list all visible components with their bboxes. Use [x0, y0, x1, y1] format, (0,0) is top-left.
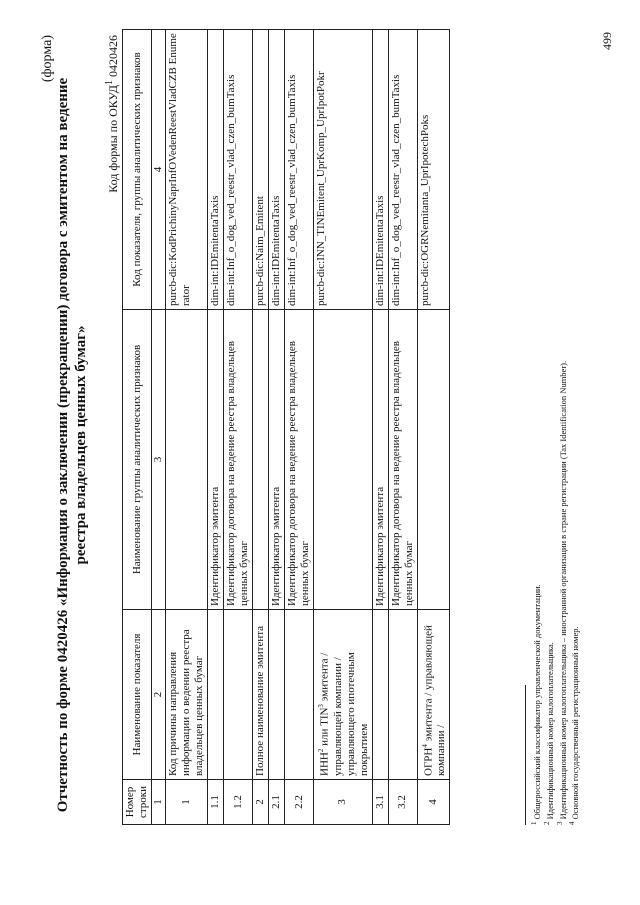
header-indicator-name: Наименование показателя [123, 610, 152, 780]
footnote [567, 361, 580, 825]
table-row [224, 30, 253, 825]
row-number: 3.2 [388, 780, 417, 825]
indicator-code: purcb-dic:OGRNemitanta_UprIpotechPoks [417, 30, 450, 310]
indicator-code: dim-int:IDEmitentaTaxis [208, 30, 224, 310]
indicator-code: dim-int:Inf_o_dog_ved_reestr_vlad_czen_bumTaxis [224, 30, 253, 310]
footnote-mark: 2 [542, 821, 551, 825]
footnote-divider [525, 685, 526, 825]
header-group-name: Наименование группы аналитических признаков [123, 310, 152, 610]
table-row [253, 30, 269, 825]
footnote-text: Идентификационный номер налогоплательщика – иностранной организации в стране регистрации (Tax Identification Number). [557, 360, 568, 822]
title-line-2: реестра владельцев ценных бумаг» [73, 325, 89, 565]
name-part: эмитента / управляющей компании / [422, 625, 448, 776]
indicator-name [208, 610, 224, 780]
footnote-mark: 1 [530, 821, 538, 825]
footnote-text: Общероссийский классификатор управленческой документации. [531, 584, 542, 822]
footnote-text: Основной государственный регистрационный номер. [570, 626, 581, 822]
row-number: 1 [166, 780, 208, 825]
row-number: 2.2 [285, 780, 314, 825]
table-row [269, 30, 285, 825]
col-number: 3 [152, 310, 166, 610]
col-number: 4 [152, 30, 166, 310]
table-row [372, 30, 388, 825]
indicator-name [314, 610, 373, 780]
indicator-name [417, 610, 450, 780]
group-name [417, 310, 450, 610]
table-row [208, 30, 224, 825]
okud-code: 0420426 [106, 35, 120, 77]
group-name: Идентификатор эмитента [269, 310, 285, 610]
group-name: Идентификатор договора на ведение реестра владельцев ценных бумаг [285, 310, 314, 610]
indicator-name [388, 610, 417, 780]
col-number: 1 [152, 780, 166, 825]
group-name [314, 310, 373, 610]
indicator-name [269, 610, 285, 780]
group-name: Идентификатор договора на ведение реестра владельцев ценных бумаг [388, 310, 417, 610]
footnote [529, 361, 542, 825]
row-number: 2 [253, 780, 269, 825]
name-part: ОГРН [422, 747, 435, 776]
row-number: 1.2 [224, 780, 253, 825]
col-number: 2 [152, 610, 166, 780]
form-label: (форма) [40, 35, 55, 83]
table-row [285, 30, 314, 825]
table-row [417, 30, 450, 825]
footnote-mark: 3 [555, 821, 564, 825]
indicators-table [122, 29, 450, 825]
name-part: ИНН [318, 752, 331, 776]
table-row [388, 30, 417, 825]
header-code: Код показателя, группы аналитических признаков [123, 30, 152, 310]
footnote-ref: 2 [317, 748, 325, 753]
group-name: Идентификатор договора на ведение реестра владельцев ценных бумаг [224, 310, 253, 610]
indicator-code: purcb-dic:KodPrichinyNaprInfOVedenReestVladCZB Enumerator [166, 30, 208, 310]
row-number: 2.1 [269, 780, 285, 825]
row-number: 3.1 [372, 780, 388, 825]
indicator-code: dim-int:IDEmitentaTaxis [372, 30, 388, 310]
indicator-code: purcb-dic:Naim_Emitent [253, 30, 269, 310]
title-line-1: Отчетность по форме 0420426 «Информация о заключении (прекращении) договора с эмитентом на ведение [55, 77, 71, 813]
row-number: 3 [314, 780, 373, 825]
footnote-ref: 4 [420, 744, 429, 748]
indicator-code: dim-int:IDEmitentaTaxis [269, 30, 285, 310]
page-number: 499 [600, 32, 614, 50]
footnote [555, 361, 568, 825]
indicator-code: dim-int:Inf_o_dog_ved_reestr_vlad_czen_bumTaxis [388, 30, 417, 310]
table-header-row [123, 30, 152, 825]
indicator-name: Полное наименование эмитента [253, 610, 269, 780]
header-row-number: Номер строки [123, 780, 152, 825]
group-name [253, 310, 269, 610]
table-row [314, 30, 373, 825]
indicator-name: Код причины направления информации о ведении реестра владельцев ценных бумаг [166, 610, 208, 780]
footnote-text: Идентификационный номер налогоплательщика. [544, 642, 555, 822]
footnote-mark: 4 [568, 821, 577, 825]
indicator-name [285, 610, 314, 780]
okud-code-line [104, 35, 121, 193]
column-numbers-row [152, 30, 166, 825]
okud-text: Код формы по ОКУД [106, 85, 120, 193]
name-part: или TIN [318, 707, 331, 749]
indicator-name [372, 610, 388, 780]
group-name: Идентификатор эмитента [372, 310, 388, 610]
footnotes [529, 361, 580, 825]
page-title [54, 65, 90, 825]
row-number: 1.1 [208, 780, 224, 825]
footnote [542, 361, 555, 825]
table-row [166, 30, 208, 825]
indicator-name [224, 610, 253, 780]
indicator-code: purcb-dic:INN_TINEmitent_UprKomp_UprIpotPokr [314, 30, 373, 310]
okud-sup: 1 [104, 80, 115, 85]
name-part: эмитента / управляющей компании / управляющего ипотечным покрытием [318, 652, 370, 776]
indicator-code: dim-int:Inf_o_dog_ved_reestr_vlad_czen_bumTaxis [285, 30, 314, 310]
footnote-ref: 3 [317, 704, 325, 708]
row-number: 4 [417, 780, 450, 825]
group-name: Идентификатор эмитента [208, 310, 224, 610]
group-name [166, 310, 208, 610]
